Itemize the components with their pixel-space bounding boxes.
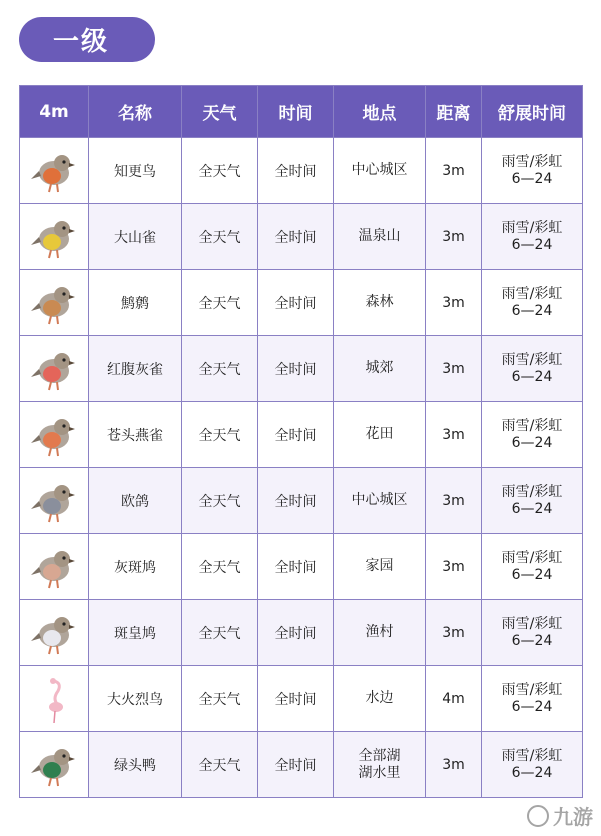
- distance-cell: 3m: [426, 402, 482, 468]
- time-cell: 全时间: [258, 336, 334, 402]
- location-cell: [334, 204, 426, 270]
- weather-cell: 全天气: [182, 666, 258, 732]
- bird-name: 苍头燕雀: [89, 402, 182, 468]
- location-cell: [334, 138, 426, 204]
- location-line: 中心城区: [351, 492, 408, 508]
- stretch-time-line: 6—24: [511, 632, 553, 649]
- table-row: [20, 666, 583, 732]
- bird-name: 鹪鹩: [89, 270, 182, 336]
- header-distance: 距离: [426, 86, 482, 138]
- distance-cell: 3m: [426, 534, 482, 600]
- distance-cell: 3m: [426, 138, 482, 204]
- stretch-time-line: 雨雪/彩虹: [501, 549, 563, 566]
- distance-cell: 3m: [426, 204, 482, 270]
- stretch-time-line: 雨雪/彩虹: [501, 285, 563, 302]
- stretch-time-line: 6—24: [511, 434, 553, 451]
- stretch-time-line: 6—24: [511, 764, 553, 781]
- stretch-time-cell: [482, 468, 583, 534]
- watermark: [527, 801, 593, 830]
- location-line: 家园: [365, 558, 394, 574]
- header-name: 名称: [89, 86, 182, 138]
- bird-image-cell: [20, 666, 89, 732]
- bird-image-cell: [20, 204, 89, 270]
- stretch-time-cell: [482, 270, 583, 336]
- stretch-time-cell: [482, 402, 583, 468]
- stretch-time-line: 6—24: [511, 566, 553, 583]
- level-badge: [19, 17, 155, 62]
- location-line: 城郊: [365, 360, 394, 376]
- dove-icon: [28, 541, 80, 593]
- time-cell: 全时间: [258, 600, 334, 666]
- location-cell: [334, 600, 426, 666]
- stretch-time-line: 雨雪/彩虹: [501, 615, 563, 632]
- location-line: 渔村: [365, 624, 394, 640]
- robin-icon: [28, 145, 80, 197]
- location-line: 湖水里: [358, 764, 401, 781]
- great-tit-icon: [28, 211, 80, 263]
- table-header-row: [20, 86, 583, 138]
- bird-name: 大火烈鸟: [89, 666, 182, 732]
- bird-image-cell: [20, 138, 89, 204]
- distance-cell: 3m: [426, 600, 482, 666]
- table-row: [20, 402, 583, 468]
- stretch-time-line: 雨雪/彩虹: [501, 483, 563, 500]
- location-cell: [334, 534, 426, 600]
- location-line: 花田: [365, 426, 394, 442]
- table-row: [20, 732, 583, 798]
- location-cell: [334, 270, 426, 336]
- weather-cell: 全天气: [182, 336, 258, 402]
- stretch-time-line: 6—24: [511, 302, 553, 319]
- bird-name: 斑皇鸠: [89, 600, 182, 666]
- watermark-text: 九游: [553, 805, 593, 829]
- time-cell: 全时间: [258, 468, 334, 534]
- stretch-time-line: 6—24: [511, 500, 553, 517]
- stretch-time-line: 雨雪/彩虹: [501, 747, 563, 764]
- table-row: [20, 336, 583, 402]
- bird-name: 知更鸟: [89, 138, 182, 204]
- table-row: [20, 270, 583, 336]
- location-cell: [334, 666, 426, 732]
- mallard-icon: [28, 739, 80, 791]
- header-stretch-time: 舒展时间: [482, 86, 583, 138]
- weather-cell: 全天气: [182, 138, 258, 204]
- location-line: 温泉山: [358, 228, 401, 244]
- bird-table: [19, 85, 583, 798]
- location-line: 中心城区: [351, 162, 408, 178]
- location-cell: [334, 402, 426, 468]
- bullfinch-icon: [28, 343, 80, 395]
- location-line: 森林: [365, 294, 394, 310]
- location-line: 水边: [365, 690, 394, 706]
- table-row: [20, 138, 583, 204]
- location-cell: [334, 468, 426, 534]
- collared-dove-icon: [28, 607, 80, 659]
- time-cell: 全时间: [258, 732, 334, 798]
- weather-cell: 全天气: [182, 534, 258, 600]
- distance-cell: 3m: [426, 270, 482, 336]
- time-cell: 全时间: [258, 402, 334, 468]
- weather-cell: 全天气: [182, 600, 258, 666]
- location-cell: [334, 336, 426, 402]
- stretch-time-line: 雨雪/彩虹: [501, 219, 563, 236]
- time-cell: 全时间: [258, 204, 334, 270]
- weather-cell: 全天气: [182, 270, 258, 336]
- location-line: 全部湖: [358, 747, 401, 764]
- header-location: 地点: [334, 86, 426, 138]
- header-size: 4m: [20, 86, 89, 138]
- stretch-time-line: 雨雪/彩虹: [501, 351, 563, 368]
- table-row: [20, 534, 583, 600]
- stretch-time-cell: [482, 534, 583, 600]
- bird-name: 欧鸽: [89, 468, 182, 534]
- thrush-icon: [28, 277, 80, 329]
- pigeon-icon: [28, 475, 80, 527]
- weather-cell: 全天气: [182, 732, 258, 798]
- bird-name: 灰斑鸠: [89, 534, 182, 600]
- time-cell: 全时间: [258, 666, 334, 732]
- time-cell: 全时间: [258, 138, 334, 204]
- header-time: 时间: [258, 86, 334, 138]
- stretch-time-line: 6—24: [511, 236, 553, 253]
- stretch-time-cell: [482, 666, 583, 732]
- flamingo-icon: [28, 673, 80, 725]
- bird-image-cell: [20, 600, 89, 666]
- watermark-logo-icon: [527, 805, 549, 827]
- time-cell: 全时间: [258, 534, 334, 600]
- bird-image-cell: [20, 534, 89, 600]
- bird-image-cell: [20, 270, 89, 336]
- weather-cell: 全天气: [182, 204, 258, 270]
- weather-cell: 全天气: [182, 402, 258, 468]
- chaffinch-icon: [28, 409, 80, 461]
- time-cell: 全时间: [258, 270, 334, 336]
- stretch-time-line: 雨雪/彩虹: [501, 417, 563, 434]
- distance-cell: 3m: [426, 732, 482, 798]
- stretch-time-cell: [482, 336, 583, 402]
- stretch-time-cell: [482, 600, 583, 666]
- bird-name: 绿头鸭: [89, 732, 182, 798]
- bird-name: 红腹灰雀: [89, 336, 182, 402]
- bird-image-cell: [20, 468, 89, 534]
- table-row: [20, 468, 583, 534]
- bird-name: 大山雀: [89, 204, 182, 270]
- bird-image-cell: [20, 732, 89, 798]
- distance-cell: 3m: [426, 336, 482, 402]
- distance-cell: 3m: [426, 468, 482, 534]
- stretch-time-line: 雨雪/彩虹: [501, 681, 563, 698]
- stretch-time-cell: [482, 204, 583, 270]
- stretch-time-line: 6—24: [511, 368, 553, 385]
- stretch-time-line: 6—24: [511, 170, 553, 187]
- weather-cell: 全天气: [182, 468, 258, 534]
- bird-image-cell: [20, 336, 89, 402]
- bird-image-cell: [20, 402, 89, 468]
- header-weather: 天气: [182, 86, 258, 138]
- distance-cell: 4m: [426, 666, 482, 732]
- level-title: 一级: [53, 27, 110, 57]
- stretch-time-cell: [482, 138, 583, 204]
- location-cell: [334, 732, 426, 798]
- stretch-time-line: 6—24: [511, 698, 553, 715]
- stretch-time-line: 雨雪/彩虹: [501, 153, 563, 170]
- stretch-time-cell: [482, 732, 583, 798]
- table-row: [20, 204, 583, 270]
- table-row: [20, 600, 583, 666]
